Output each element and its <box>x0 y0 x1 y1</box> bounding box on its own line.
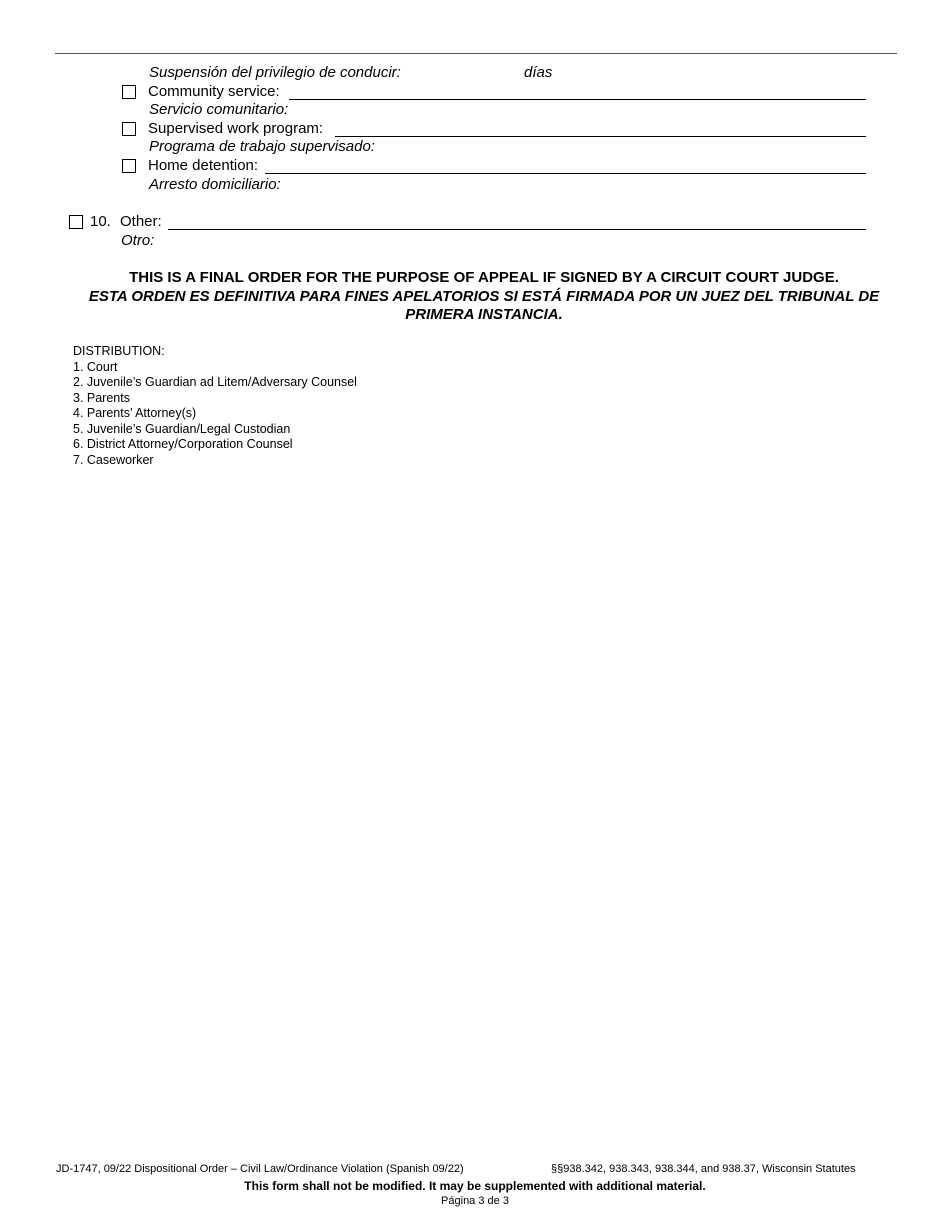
community-service-label: Community service: <box>148 83 280 100</box>
top-rule <box>55 53 897 54</box>
distribution-item: 7. Caseworker <box>73 453 154 467</box>
final-order-es-line1: ESTA ORDEN ES DEFINITIVA PARA FINES APELATORIOS SI ESTÁ FIRMADA POR UN JUEZ DEL TRIBUNAL DE <box>88 288 880 305</box>
distribution-item: 2. Juvenile’s Guardian ad Litem/Adversary Counsel <box>73 375 357 389</box>
distribution-item: 6. District Attorney/Corporation Counsel <box>73 437 293 451</box>
form-id: JD-1747, 09/22 Dispositional Order – Civil Law/Ordinance Violation (Spanish 09/22) <box>56 1163 464 1175</box>
distribution-item: 5. Juvenile’s Guardian/Legal Custodian <box>73 422 291 436</box>
statutes: §§938.342, 938.343, 938.344, and 938.37, Wisconsin Statutes <box>551 1163 856 1175</box>
distribution-item: 1. Court <box>73 360 118 374</box>
other-es-label: Otro: <box>121 232 155 249</box>
distribution-item: 3. Parents <box>73 391 130 405</box>
final-order-en: THIS IS A FINAL ORDER FOR THE PURPOSE OF APPEAL IF SIGNED BY A CIRCUIT COURT JUDGE. <box>129 269 839 286</box>
other-field[interactable] <box>168 229 866 230</box>
final-order-es-line2: PRIMERA INSTANCIA. <box>405 306 563 323</box>
suspension-unit: días <box>524 64 553 81</box>
supervised-work-es-label: Programa de trabajo supervisado: <box>149 138 375 155</box>
supervised-work-label: Supervised work program: <box>148 120 324 137</box>
community-service-es-label: Servicio comunitario: <box>149 101 289 118</box>
other-label: Other: <box>120 213 162 230</box>
other-checkbox[interactable] <box>69 215 83 229</box>
suspension-label: Suspensión del privilegio de conducir: <box>149 64 401 81</box>
home-detention-es-label: Arresto domiciliario: <box>149 176 281 193</box>
supervised-work-field[interactable] <box>335 136 866 137</box>
home-detention-label: Home detention: <box>148 157 259 174</box>
distribution-title: DISTRIBUTION: <box>73 344 165 358</box>
community-service-field[interactable] <box>289 99 866 100</box>
item-10-number: 10. <box>90 213 111 230</box>
supervised-work-checkbox[interactable] <box>122 122 136 136</box>
footer-notice: This form shall not be modified. It may be supplemented with additional material. <box>244 1179 706 1193</box>
page-number: Página 3 de 3 <box>441 1195 509 1207</box>
distribution-item: 4. Parents’ Attorney(s) <box>73 406 197 420</box>
home-detention-checkbox[interactable] <box>122 159 136 173</box>
community-service-checkbox[interactable] <box>122 85 136 99</box>
home-detention-field[interactable] <box>265 173 866 174</box>
